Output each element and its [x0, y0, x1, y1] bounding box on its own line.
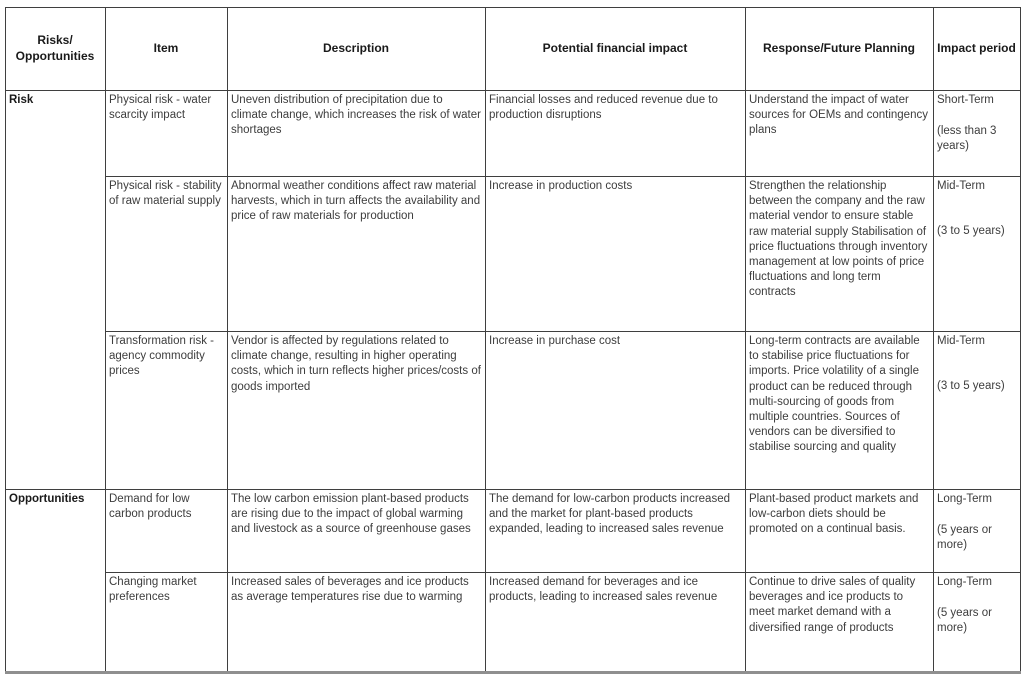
- table-row: [6, 573, 1021, 673]
- impact-period-note: (5 years or more): [937, 607, 992, 635]
- cell-item: Changing market preferences: [106, 573, 228, 673]
- group-label-opportunities: Opportunities: [6, 490, 106, 673]
- header-row: [6, 8, 1021, 91]
- table-row: [6, 177, 1021, 332]
- header-item: Item: [106, 8, 228, 91]
- table-row: [6, 91, 1021, 177]
- cell-description: Vendor is affected by regulations related to climate change, resulting in higher operating costs, which in turn reflects higher prices/costs of goods imported: [228, 332, 486, 490]
- cell-financial-impact: Financial losses and reduced revenue due to production disruptions: [486, 91, 746, 177]
- cell-impact-period: [934, 91, 1021, 177]
- cell-response: Plant-based product markets and low-carbon diets should be promoted on a continual basis.: [746, 490, 934, 573]
- impact-period-note: (3 to 5 years): [937, 225, 1005, 238]
- impact-period-term: Long-Term: [937, 493, 992, 505]
- impact-period-term: Short-Term: [937, 94, 994, 106]
- cell-impact-period: [934, 332, 1021, 490]
- cell-description: The low carbon emission plant-based products are rising due to the impact of global warming and livestock as a source of greenhouse gases: [228, 490, 486, 573]
- cell-item: Demand for low carbon products: [106, 490, 228, 573]
- header-description: Description: [228, 8, 486, 91]
- cell-financial-impact: Increase in purchase cost: [486, 332, 746, 490]
- cell-item: Physical risk - stability of raw material supply: [106, 177, 228, 332]
- impact-period-term: Mid-Term: [937, 180, 985, 192]
- impact-period-term: Mid-Term: [937, 335, 985, 347]
- cell-impact-period: [934, 177, 1021, 332]
- cell-item: Transformation risk - agency commodity prices: [106, 332, 228, 490]
- cell-description: Uneven distribution of precipitation due to climate change, which increases the risk of water shortages: [228, 91, 486, 177]
- cell-response: Continue to drive sales of quality beverages and ice products to meet market demand with a diversified range of products: [746, 573, 934, 673]
- header-impact-period: Impact period: [934, 8, 1021, 91]
- cell-response: Understand the impact of water sources for OEMs and contingency plans: [746, 91, 934, 177]
- header-financial-impact: Potential financial impact: [486, 8, 746, 91]
- cell-impact-period: [934, 490, 1021, 573]
- cell-description: Increased sales of beverages and ice products as average temperatures rise due to warming: [228, 573, 486, 673]
- cell-response: Strengthen the relationship between the company and the raw material vendor to ensure stable raw material supply Stabilisation of price fluctuations through inventory management at low points of price fluctuations and long term contracts: [746, 177, 934, 332]
- header-risks-opportunities: Risks/ Opportunities: [6, 8, 106, 91]
- impact-period-term: Long-Term: [937, 576, 992, 588]
- header-response: Response/Future Planning: [746, 8, 934, 91]
- cell-description: Abnormal weather conditions affect raw material harvests, which in turn affects the availability and price of raw materials for production: [228, 177, 486, 332]
- cell-response: Long-term contracts are available to stabilise price fluctuations for imports. Price volatility of a single product can be reduced through multi-sourcing of goods from multiple countries. Sources of vendors can be diversified to stabilise sourcing and quality: [746, 332, 934, 490]
- group-label-risk: Risk: [6, 91, 106, 490]
- cell-financial-impact: Increased demand for beverages and ice products, leading to increased sales revenue: [486, 573, 746, 673]
- impact-period-note: (3 to 5 years): [937, 380, 1005, 393]
- risks-opportunities-table: [5, 7, 1021, 674]
- table-row: [6, 490, 1021, 573]
- impact-period-note: (less than 3 years): [937, 125, 997, 153]
- table-row: [6, 332, 1021, 490]
- impact-period-note: (5 years or more): [937, 524, 992, 552]
- cell-financial-impact: The demand for low-carbon products increased and the market for plant-based products expanded, leading to increased sales revenue: [486, 490, 746, 573]
- cell-financial-impact: Increase in production costs: [486, 177, 746, 332]
- cell-item: Physical risk - water scarcity impact: [106, 91, 228, 177]
- cell-impact-period: [934, 573, 1021, 673]
